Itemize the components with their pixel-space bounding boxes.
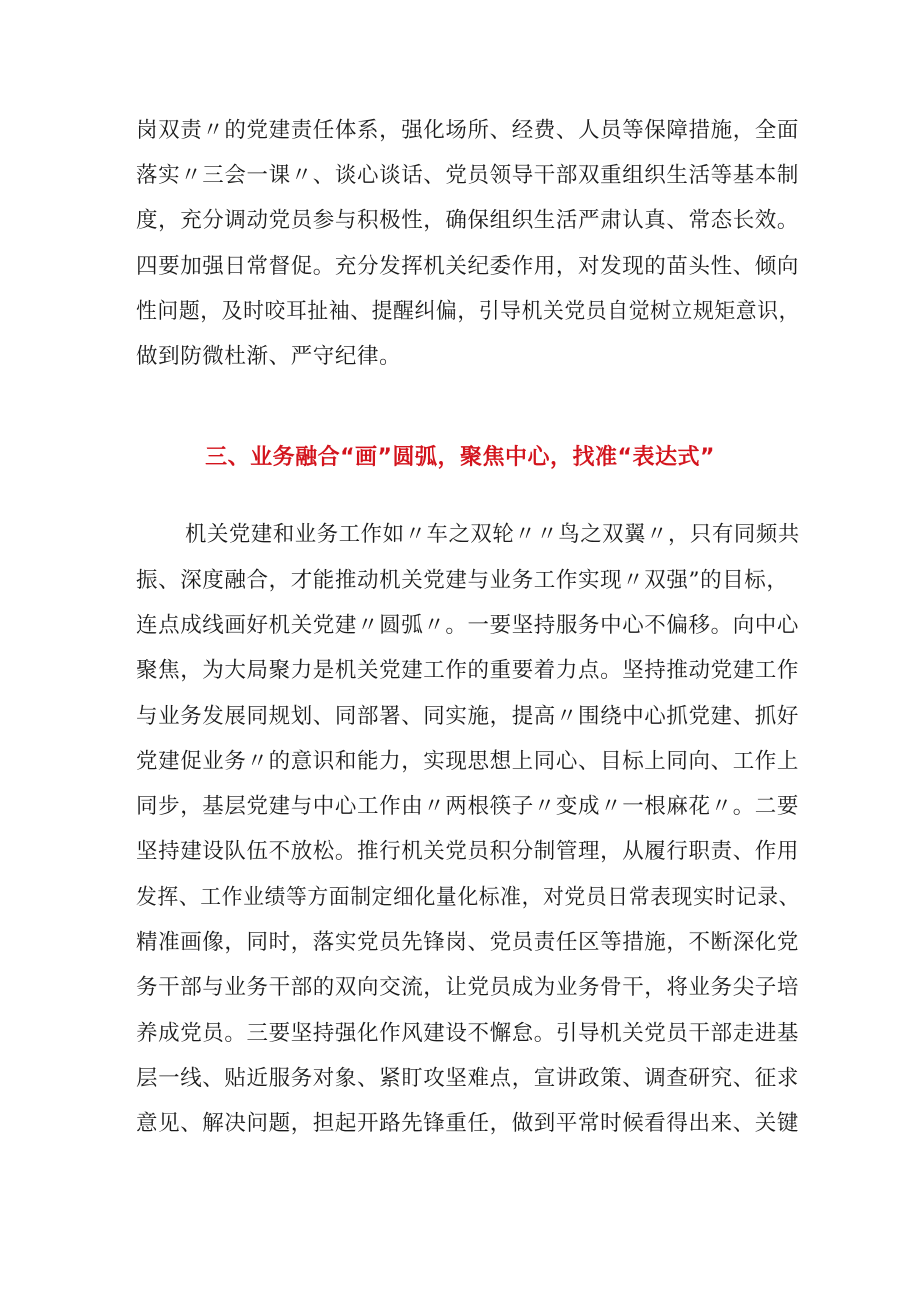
paragraph-line: 层一线、贴近服务对象、紧盯攻坚难点，宣讲政策、调查研究、征求 [136, 1066, 800, 1091]
paragraph-line: 党建促业务〃的意识和能力，实现思想上同心、目标上同向、工作上 [136, 749, 800, 774]
paragraph-line: 性问题，及时咬耳扯袖、提醒纠偏，引导机关党员自觉树立规矩意识， [136, 299, 801, 324]
section-heading: 三、业务融合“画”圆弧，聚焦中心，找准“表达式” [205, 445, 715, 470]
paragraph-line: 与业务发展同规划、同部署、同实施，提高〃围绕中心抓党建、抓好 [136, 704, 800, 729]
paragraph-line: 坚持建设队伍不放松。推行机关党员积分制管理，从履行职责、作用 [136, 839, 800, 864]
paragraph-line: 振、深度融合，才能推动机关党建与业务工作实现〃双强”的目标， [136, 568, 789, 593]
paragraph-line: 机关党建和业务工作如〃车之双轮〃〃鸟之双翼〃，只有同频共 [185, 522, 800, 547]
paragraph-line: 度，充分调动党员参与积极性，确保组织生活严肃认真、常态长效。 [136, 208, 800, 233]
paragraph-line: 养成党员。三要坚持强化作风建设不懈怠。引导机关党员干部走进基 [136, 1021, 800, 1046]
paragraph-line: 务干部与业务干部的双向交流，让党员成为业务骨干，将业务尖子培 [136, 975, 800, 1000]
paragraph-line: 四要加强日常督促。充分发挥机关纪委作用，对发现的苗头性、倾向 [136, 254, 800, 279]
paragraph-line: 意见、解决问题，担起开路先锋重任，做到平常时候看得出来、关键 [136, 1111, 800, 1136]
paragraph-line: 同步，基层党建与中心工作由〃两根筷子〃变成〃一根麻花〃。二要 [136, 794, 800, 819]
paragraph-line: 发挥、工作业绩等方面制定细化量化标准，对党员日常表现实时记录、 [136, 885, 801, 910]
paragraph-line: 做到防微杜渐、严守纪律。 [136, 344, 402, 369]
paragraph-line: 岗双责〃的党建责任体系，强化场所、经费、人员等保障措施，全面 [136, 118, 800, 143]
paragraph-line: 落实〃三会一课〃、谈心谈话、党员领导干部双重组织生活等基本制 [136, 163, 800, 188]
paragraph-line: 连点成线画好机关党建〃圆弧〃。一要坚持服务中心不偏移。向中心 [136, 613, 800, 638]
paragraph-line: 精准画像，同时，落实党员先锋岗、党员责任区等措施，不断深化党 [136, 930, 800, 955]
paragraph-line: 聚焦，为大局聚力是机关党建工作的重要着力点。坚持推动党建工作 [136, 658, 800, 683]
